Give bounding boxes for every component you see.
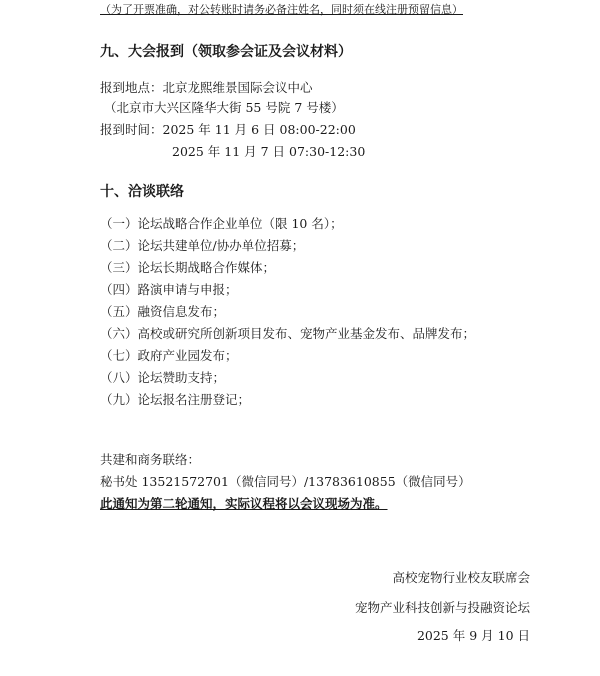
- contact-phones: 秘书处 13521572701（微信同号）/13783610855（微信同号）: [100, 474, 471, 489]
- list-item: （三）论坛长期战略合作媒体；: [100, 260, 276, 275]
- list-item: （二）论坛共建单位/协办单位招募；: [100, 238, 305, 253]
- list-item: （九）论坛报名注册登记；: [100, 392, 251, 407]
- section9-heading: 九、大会报到（领取参会证及会议材料）: [100, 44, 352, 60]
- signature-org-1: 高校宠物行业校友联席会: [392, 570, 530, 585]
- checkin-place: 北京龙熙维景国际会议中心: [162, 80, 313, 95]
- checkin-time-2: 2025 年 11 月 7 日 07:30-12:30: [172, 144, 366, 159]
- invoice-note: （为了开票准确，对公转账时请务必备注姓名，同时须在线注册预留信息）: [100, 3, 463, 16]
- list-item: （七）政府产业园发布；: [100, 348, 238, 363]
- contact-label: 共建和商务联络：: [100, 452, 201, 467]
- checkin-address: （北京市大兴区隆华大街 55 号院 7 号楼）: [104, 100, 344, 115]
- list-item: （八）论坛赞助支持；: [100, 370, 226, 385]
- list-item: （六）高校或研究所创新项目发布、宠物产业基金发布、品牌发布；: [100, 326, 476, 341]
- checkin-time-1: 2025 年 11 月 6 日 08:00-22:00: [162, 122, 356, 137]
- list-item: （五）融资信息发布；: [100, 304, 226, 319]
- signature-org-2: 宠物产业科技创新与投融资论坛: [354, 600, 530, 615]
- checkin-place-label: 报到地点：: [100, 80, 163, 95]
- checkin-time-label: 报到时间：: [100, 122, 163, 137]
- list-item: （四）路演申请与申报；: [100, 282, 238, 297]
- section10-heading: 十、洽谈联络: [100, 184, 184, 200]
- list-item: （一）论坛战略合作企业单位（限 10 名）；: [100, 216, 343, 231]
- checkin-place-line: [100, 78, 313, 98]
- signature-date: 2025 年 9 月 10 日: [416, 628, 530, 643]
- round-notice: 此通知为第二轮通知，实际议程将以会议现场为准。: [100, 496, 388, 511]
- checkin-time-line: [100, 120, 356, 140]
